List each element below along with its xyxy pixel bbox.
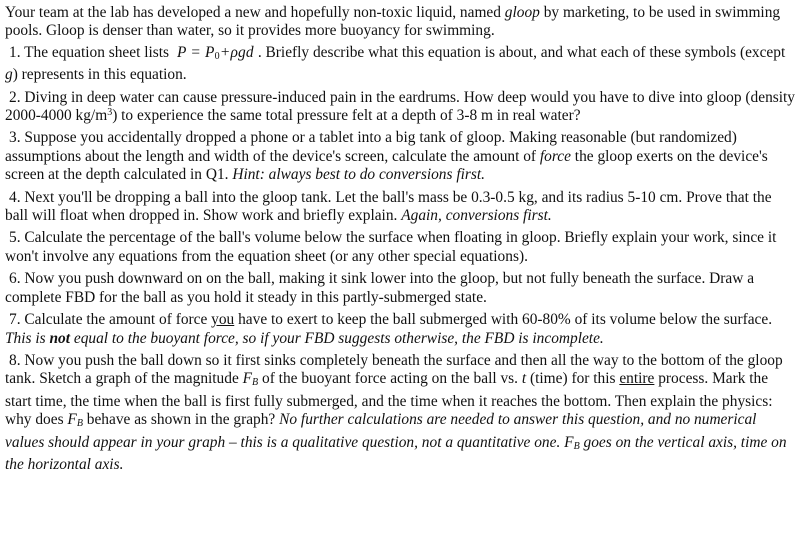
fb-letter: F	[67, 411, 77, 429]
fb-subscript: B	[252, 377, 259, 389]
force-term: force	[539, 147, 571, 165]
question-text: Now you push the ball down so it first sinks completely beneath the surface and then all the way to the bottom of the gloop tank. Sketch a graph of the magnitude	[5, 351, 783, 388]
question-text-b: the gloop exerts on the device's screen at the depth calculated in Q1.	[5, 147, 768, 184]
question-1	[5, 44, 797, 85]
question-text-d: process. Mark the start time, the time when the ball is first fully submerged, and the time when it reaches the bottom. Then explain the physics: why does	[5, 370, 773, 429]
fb-letter: F	[564, 433, 574, 451]
gloop-term: gloop	[504, 4, 540, 21]
question-number: 6.	[9, 270, 21, 288]
fb-symbol	[243, 370, 259, 387]
question-number: 5.	[9, 229, 21, 247]
hint-text: Hint: always best to do conversions first.	[232, 166, 485, 184]
intro-text-b: by marketing, to be used in swimming pools. Gloop is denser than water, so it provides more buoyancy for swimming.	[5, 4, 781, 40]
question-text: Suppose you accidentally dropped a phone or a tablet into a big tank of gloop. Making reasonable (but randomized) assumptions about the length and width of the device's screen, calculate the amount of	[5, 129, 737, 165]
you-underlined: you	[211, 311, 235, 329]
entire-underlined: entire	[619, 370, 655, 388]
question-number: 3.	[9, 129, 21, 147]
eq-p0: = P	[186, 43, 215, 61]
question-3	[5, 129, 797, 184]
note-text	[5, 330, 604, 347]
question-text-e: behave as shown in the graph?	[82, 411, 280, 429]
superscript: 3	[107, 107, 113, 119]
symbol-g: g	[5, 66, 13, 84]
note-part-2: goes on the vertical axis, time on the horizontal axis.	[5, 433, 787, 473]
question-text: The equation sheet lists	[24, 43, 170, 61]
question-text: Calculate the amount of force	[24, 311, 212, 329]
question-number: 4.	[9, 188, 21, 206]
intro-paragraph	[5, 4, 797, 41]
note-part-1: No further calculations are needed to answer this question, and no numerical values should appear in your graph – this is a qualitative question, not a quantitative one.	[5, 411, 757, 451]
question-6	[5, 270, 797, 307]
question-8	[5, 352, 797, 474]
question-text-b: have to exert to keep the ball submerged with 60-80% of its volume below the surface.	[234, 311, 773, 329]
intro-text-a: Your team at the lab has developed a new and hopefully non-toxic liquid, named	[5, 4, 505, 21]
question-text: Next you'll be dropping a ball into the gloop tank. Let the ball's mass be 0.3-0.5 kg, and its radius 5-10 cm. Prove that the ball will float when dropped in. Show work and briefly explain.	[5, 188, 772, 225]
question-text-b: . Briefly describe what this equation is about, and what each of these symbols (except	[257, 43, 786, 61]
not-bold: not	[49, 329, 71, 347]
question-7	[5, 311, 797, 348]
question-text-b: ) to experience the same total pressure felt at a depth of 3-8 m in real water?	[112, 107, 581, 125]
fb-letter: F	[242, 370, 253, 388]
fb-subscript: B	[573, 440, 580, 452]
eq-subscript: 0	[214, 50, 220, 62]
question-text-b: of the buoyant force acting on the ball vs.	[258, 370, 522, 388]
note-part-2: equal to the buoyant force, so if your FBD suggests otherwise, the FBD is incomplete.	[70, 329, 604, 347]
pressure-equation	[169, 44, 258, 61]
question-text: Now you push downward on on the ball, making it sink lower into the gloop, but not fully beneath the surface. Draw a complete FBD for the ball as you hold it steady in this partly-submerged state.	[5, 270, 755, 306]
fb-symbol-2	[67, 411, 83, 428]
question-4	[5, 189, 797, 226]
note-part-1: This is	[5, 329, 50, 347]
question-2	[5, 89, 797, 126]
question-text: Diving in deep water can cause pressure-induced pain in the eardrums. How deep would you have to dive into gloop (density 2000-4000 kg/m	[5, 88, 796, 125]
question-number: 8.	[9, 351, 21, 369]
eq-p: P	[177, 43, 187, 61]
question-text: Calculate the percentage of the ball's volume below the surface when floating in gloop. Briefly explain your work, since it won't involve any equations from the equation sheet (or any other special equations).	[5, 229, 777, 265]
fb-subscript: B	[76, 418, 83, 430]
hint-text: Again, conversions first.	[401, 207, 552, 225]
question-text-c: (time) for this	[526, 370, 620, 388]
question-5	[5, 229, 797, 266]
question-number: 1.	[9, 43, 21, 61]
t-symbol: t	[521, 370, 527, 388]
eq-rest: +ρgd	[219, 43, 254, 61]
question-text-c: ) represents in this equation.	[12, 66, 187, 84]
question-number: 7.	[9, 311, 21, 329]
question-number: 2.	[9, 88, 21, 106]
